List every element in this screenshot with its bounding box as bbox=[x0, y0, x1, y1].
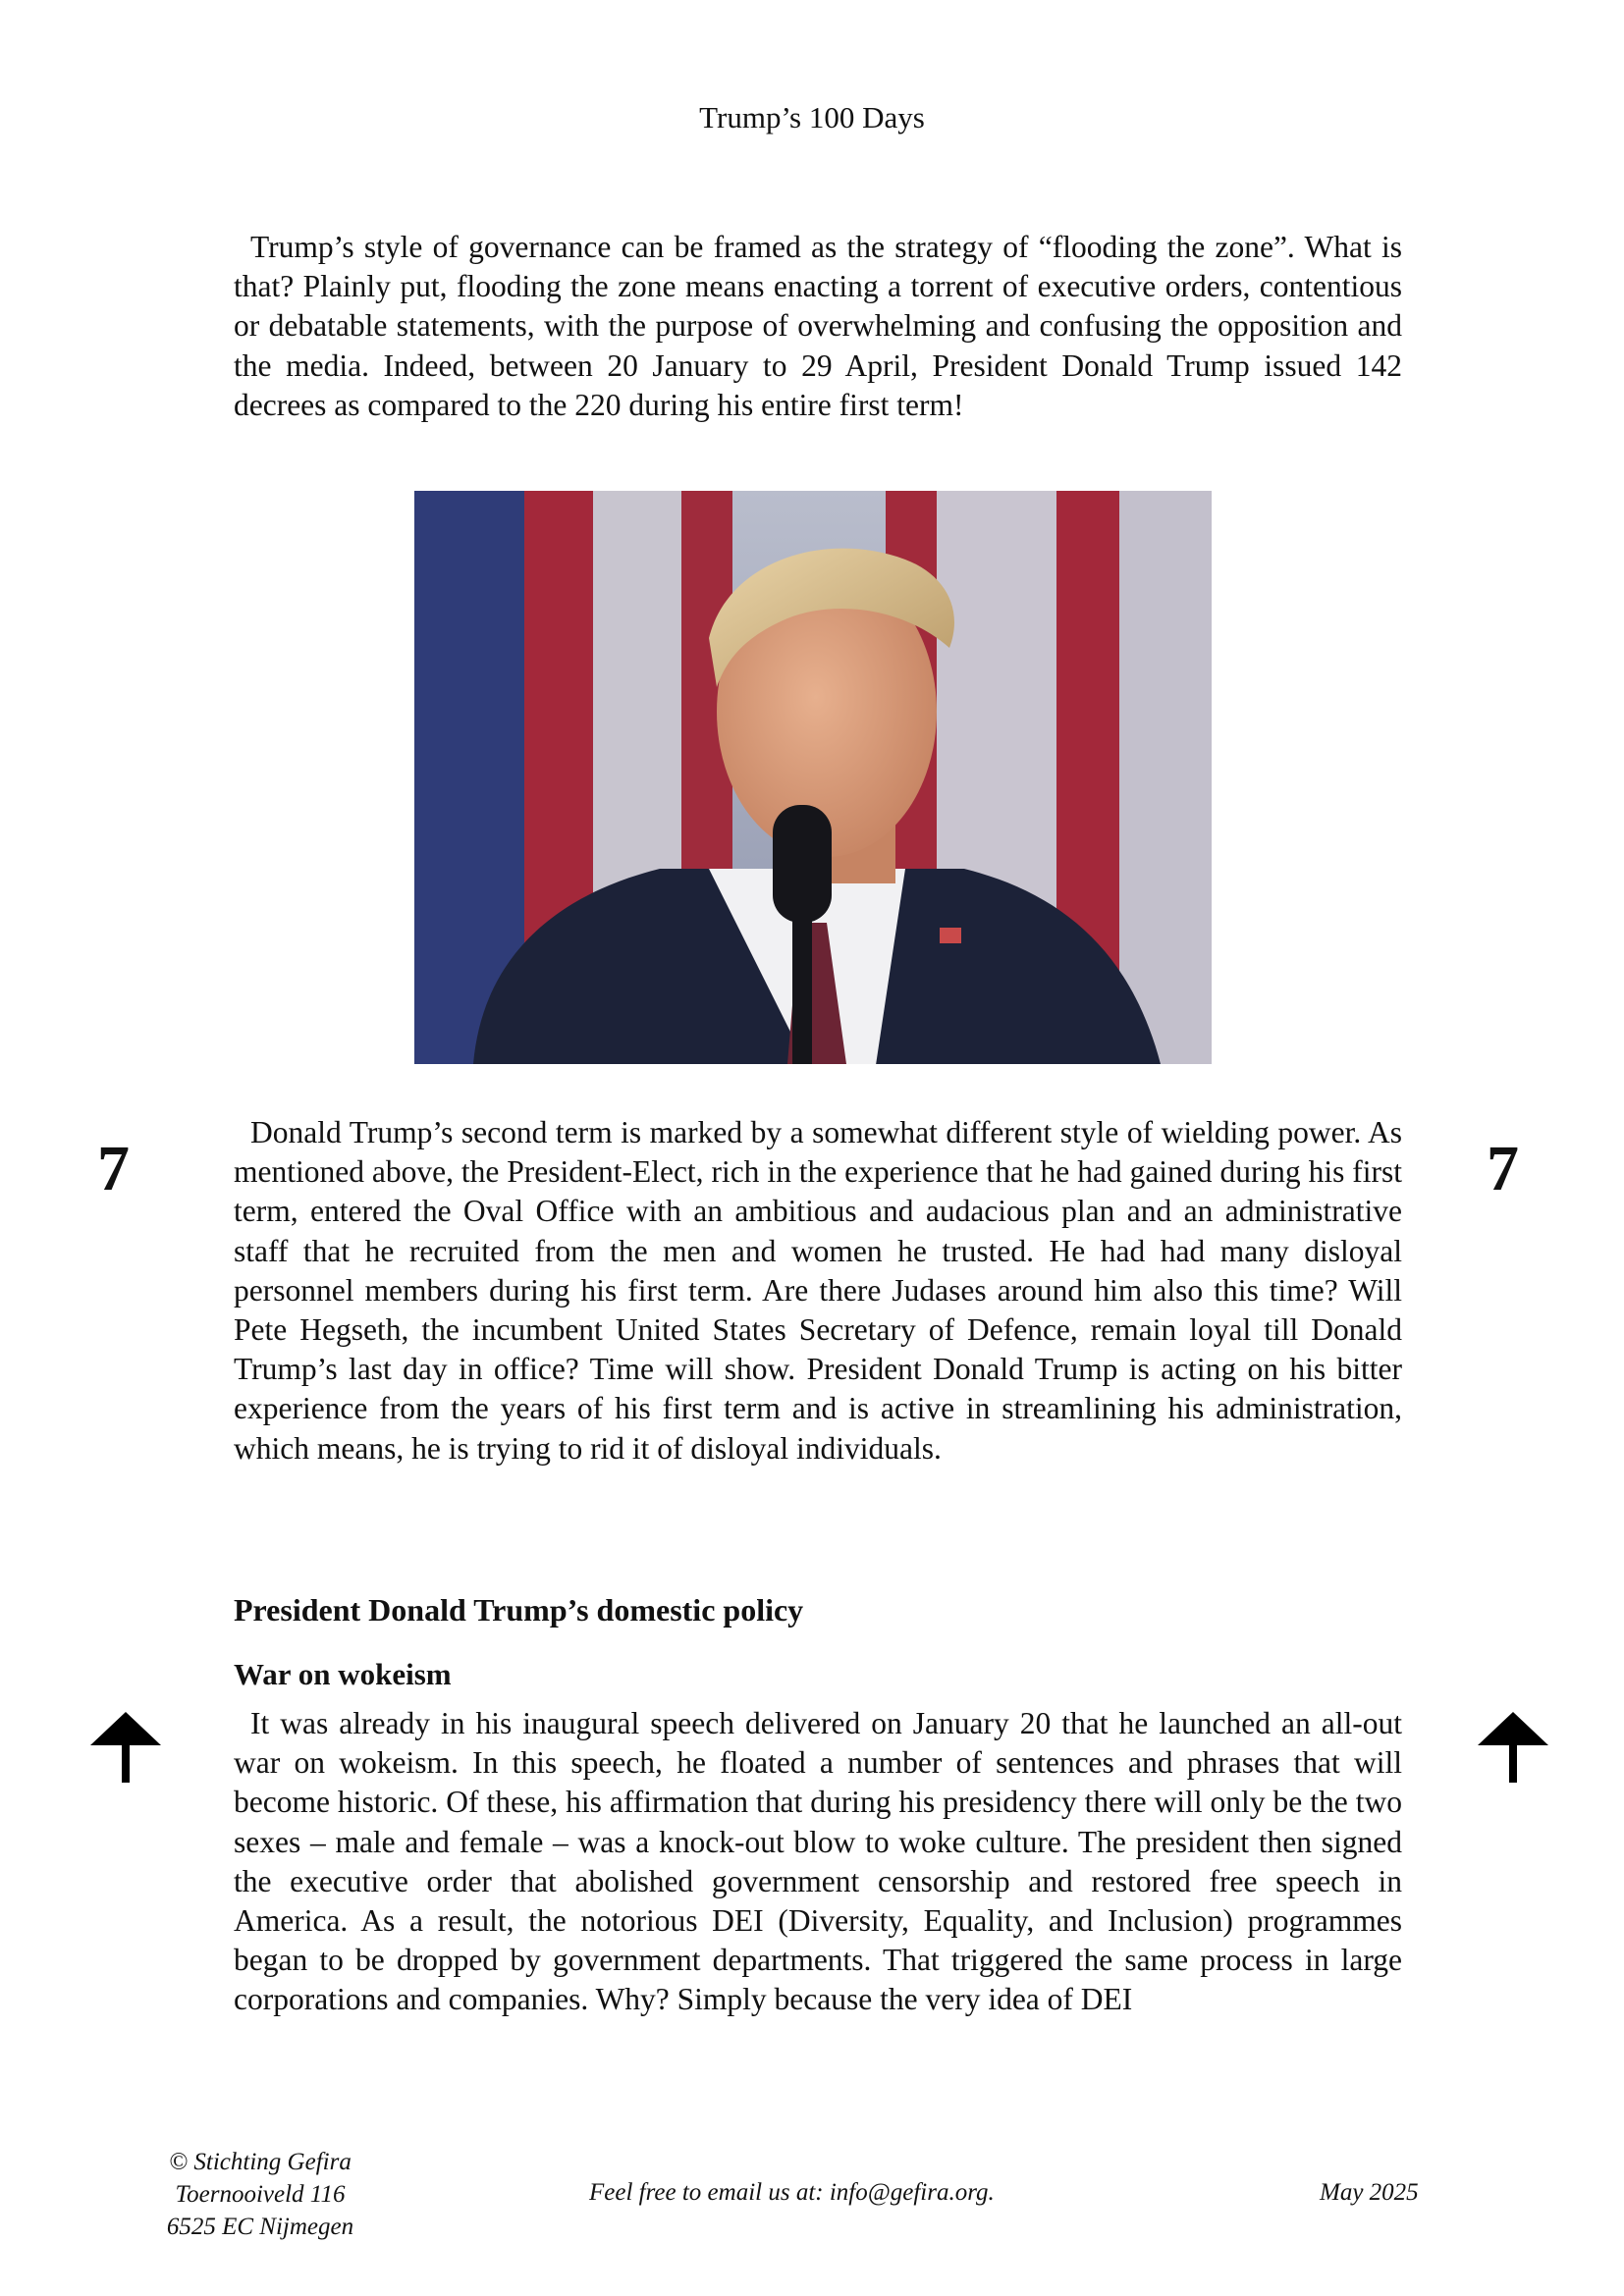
second-term-paragraph: Donald Trump’s second term is marked by a somewhat different style of wielding power. As mentioned above, the President-Elect, rich in the experience that he had gained during his first term, entered the Oval Office with an ambitious and audacious plan and an administrative staff that he recruited from the men and women he trusted. He had had many disloyal personnel members during his first term. Are there Judases around him also this time? Will Pete Hegseth, the incumbent United States Secretary of Defence, remain loyal till Donald Trump’s last day in office? Time will show. President Donald Trump is acting on his bitter experience from the years of his first term and is active in streamlining his administration, which means, he is trying to rid it of disloyal individuals. bbox=[234, 1115, 1402, 1466]
page-number-left: 7 bbox=[97, 1133, 130, 1204]
page-number-right: 7 bbox=[1487, 1133, 1519, 1204]
footer-address bbox=[157, 2146, 363, 2243]
footer-address-line1: Toernooiveld 116 bbox=[175, 2181, 346, 2208]
footer-contact: Feel free to email us at: info@gefira.org. bbox=[589, 2179, 995, 2206]
footer-address-line2: 6525 EC Nijmegen bbox=[166, 2214, 354, 2240]
subsection-heading: War on wokeism bbox=[234, 1657, 452, 1691]
photo-president-speaking bbox=[414, 491, 1212, 1064]
up-arrow-icon bbox=[88, 1710, 163, 1785]
section-heading: President Donald Trump’s domestic policy bbox=[234, 1592, 804, 1628]
up-arrow-icon bbox=[1476, 1710, 1550, 1785]
intro-paragraph: Trump’s style of governance can be framed as the strategy of “flooding the zone”. What is that? Plainly put, flooding the zone means enacting a torrent of executive orders, contentious or debatable statements, with the purpose of overwhelming and confusing the opposition and the media. Indeed, between 20 January to 29 April, President Donald Trump issued 142 decrees as compared to the 220 during his entire first term! bbox=[234, 230, 1402, 422]
wokeism-paragraph: It was already in his inaugural speech delivered on January 20 that he launched an all-out war on wokeism. In this speech, he floated a number of sentences and phrases that will become historic. Of these, his affirmation that during his presidency there will only be the two sexes – male and female – was a knock-out blow to woke culture. The president then signed the executive order that abolished government censorship and restored free speech in America. As a result, the notorious DEI (Diversity, Equality, and Inclusion) programmes began to be dropped by government departments. That triggered the same process in large corporations and companies. Why? Simply because the very idea of DEI bbox=[234, 1706, 1402, 2017]
running-title: Trump’s 100 Days bbox=[699, 100, 925, 134]
footer-date: May 2025 bbox=[1320, 2179, 1419, 2206]
footer-copyright: © Stichting Gefira bbox=[169, 2149, 352, 2175]
